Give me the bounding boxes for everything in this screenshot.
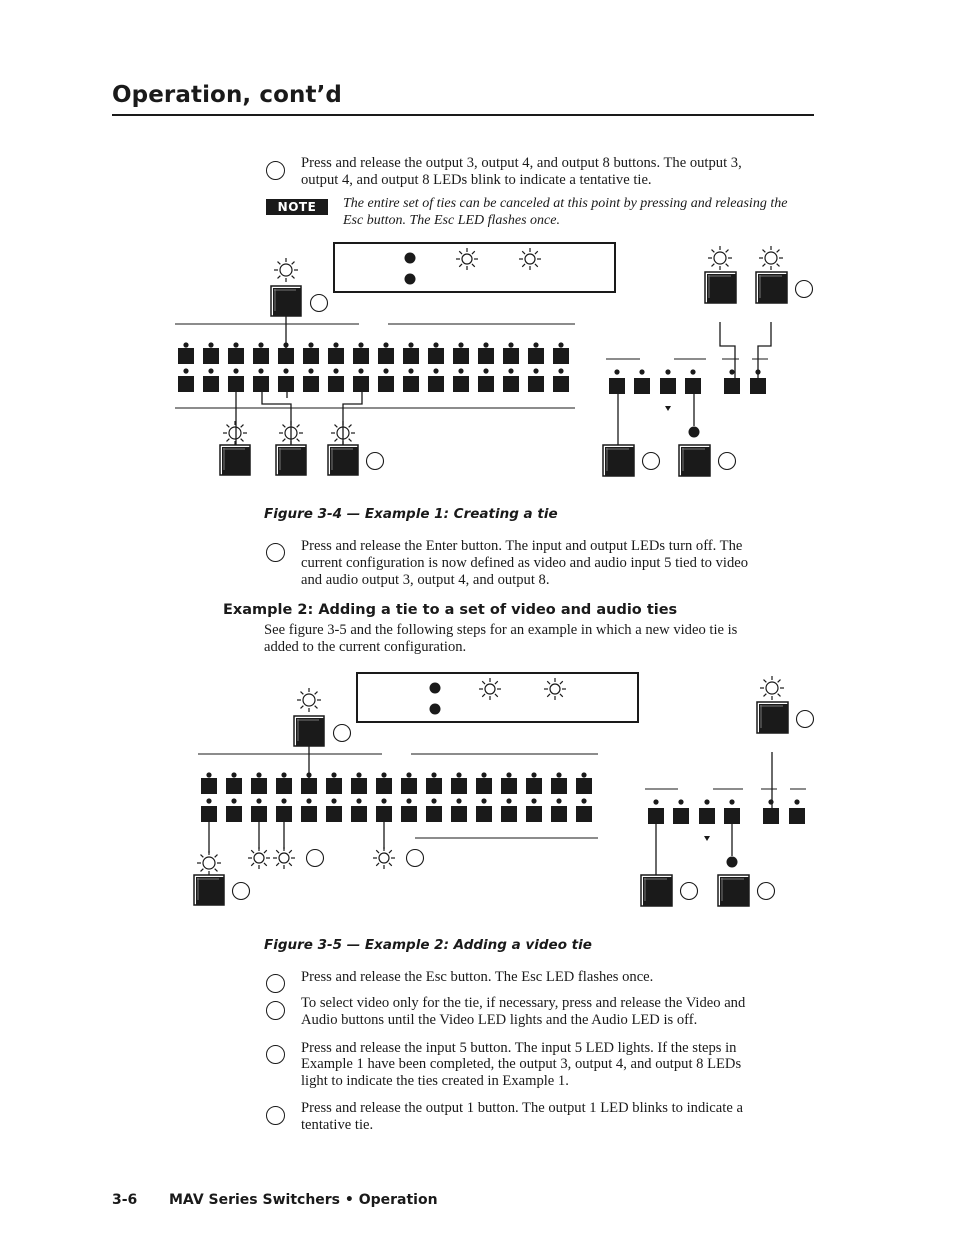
panel-button xyxy=(401,778,417,794)
led-indicator xyxy=(531,772,536,777)
led-indicator xyxy=(231,772,236,777)
lit-led-ray xyxy=(376,863,379,866)
callout-circle xyxy=(758,883,775,900)
figure-caption: Figure 3-5 — Example 2: Adding a video tie xyxy=(264,937,592,953)
step-text-line: tentative tie. xyxy=(301,1117,374,1133)
lit-led-icon xyxy=(279,853,289,863)
lit-led-ray xyxy=(276,850,279,853)
led-indicator xyxy=(430,683,441,694)
panel-button xyxy=(351,778,367,794)
led-indicator xyxy=(281,798,286,803)
led-indicator xyxy=(531,798,536,803)
lit-led-icon xyxy=(303,694,315,706)
lit-led-ray xyxy=(778,694,781,697)
note-text-line: Esc button. The Esc LED flashes once. xyxy=(343,213,560,228)
led-indicator xyxy=(506,772,511,777)
footer-page-number: 3-6 xyxy=(112,1192,138,1208)
led-indicator xyxy=(456,772,461,777)
section-heading: Example 2: Adding a tie to a set of video and audio ties xyxy=(223,602,678,618)
lit-led-ray xyxy=(251,850,254,853)
led-indicator xyxy=(256,798,261,803)
intro-text-line: added to the current configuration. xyxy=(264,639,467,655)
step-marker xyxy=(266,974,285,993)
lit-led-icon xyxy=(203,857,215,869)
panel-button xyxy=(699,808,715,824)
lit-led-icon xyxy=(766,682,778,694)
display-window xyxy=(357,673,638,722)
step-text-line: current configuration is now defined as video and audio input 5 tied to video xyxy=(301,555,749,571)
callout-circle xyxy=(681,883,698,900)
panel-button xyxy=(576,778,592,794)
led-indicator xyxy=(704,799,709,804)
step-text-line: light to indicate the ties created in Example 1. xyxy=(301,1073,569,1089)
panel-button xyxy=(376,806,392,822)
lit-led-ray xyxy=(201,855,204,858)
panel-button xyxy=(673,808,689,824)
step-text-line: Press and release the input 5 button. The input 5 LED lights. If the steps in xyxy=(301,1040,737,1056)
step-marker xyxy=(266,1045,285,1064)
led-indicator xyxy=(381,798,386,803)
step-text-line: Press and release the Esc button. The Esc LED flashes once. xyxy=(301,969,654,985)
button-face xyxy=(643,877,672,906)
led-indicator xyxy=(331,772,336,777)
panel-button xyxy=(326,778,342,794)
lit-led-ray xyxy=(264,850,267,853)
led-indicator xyxy=(581,772,586,777)
lit-led-icon xyxy=(550,684,560,694)
callout-circle xyxy=(797,711,814,728)
panel-button xyxy=(301,806,317,822)
panel-button xyxy=(451,806,467,822)
panel-button xyxy=(501,806,517,822)
lit-led-ray xyxy=(215,869,218,872)
note-text-line: The entire set of ties can be canceled at this point by pressing and releasing the xyxy=(343,196,788,211)
panel-button xyxy=(476,806,492,822)
panel-button xyxy=(526,778,542,794)
panel-button xyxy=(551,778,567,794)
led-indicator xyxy=(556,772,561,777)
panel-button xyxy=(326,806,342,822)
panel-button xyxy=(648,808,664,824)
panel-button xyxy=(451,778,467,794)
led-indicator xyxy=(256,772,261,777)
panel-button xyxy=(763,808,779,824)
panel-button xyxy=(276,806,292,822)
panel-button xyxy=(426,778,442,794)
intro-text-line: See figure 3-5 and the following steps for an example in which a new video tie is xyxy=(264,622,738,638)
led-indicator xyxy=(678,799,683,804)
led-indicator xyxy=(506,798,511,803)
page-title: Operation, cont’d xyxy=(112,82,342,108)
lit-led-ray xyxy=(764,680,767,683)
panel-button xyxy=(276,778,292,794)
arrow-icon xyxy=(704,836,710,841)
step-text-line: Audio buttons until the Video LED lights and the Audio LED is off. xyxy=(301,1012,698,1028)
led-indicator xyxy=(431,798,436,803)
step-text-line: To select video only for the tie, if necessary, press and release the Video and xyxy=(301,995,746,1011)
led-indicator xyxy=(768,799,773,804)
panel-button xyxy=(201,778,217,794)
panel-button xyxy=(251,778,267,794)
led-indicator xyxy=(727,857,738,868)
led-indicator xyxy=(430,704,441,715)
button-face xyxy=(196,877,224,905)
led-indicator xyxy=(231,798,236,803)
panel-button xyxy=(226,806,242,822)
lit-led-ray xyxy=(289,863,292,866)
led-indicator xyxy=(406,798,411,803)
button-face xyxy=(720,877,749,906)
button-face xyxy=(759,704,788,733)
led-indicator xyxy=(729,799,734,804)
led-indicator xyxy=(206,798,211,803)
led-indicator xyxy=(431,772,436,777)
led-indicator xyxy=(406,772,411,777)
panel-button xyxy=(724,808,740,824)
panel-button xyxy=(201,806,217,822)
callout-circle xyxy=(407,850,424,867)
panel-button xyxy=(501,778,517,794)
panel-button xyxy=(789,808,805,824)
lit-led-ray xyxy=(389,850,392,853)
step-text-line: and audio output 3, output 4, and output 8. xyxy=(301,572,550,588)
lit-led-ray xyxy=(376,850,379,853)
lit-led-icon xyxy=(254,853,264,863)
panel-button xyxy=(551,806,567,822)
panel-button xyxy=(426,806,442,822)
step-text-line: output 4, and output 8 LEDs blink to indicate a tentative tie. xyxy=(301,172,652,188)
figure-caption: Figure 3-4 — Example 1: Creating a tie xyxy=(264,506,558,522)
panel-button xyxy=(576,806,592,822)
led-indicator xyxy=(556,798,561,803)
callout-circle xyxy=(334,725,351,742)
callout-circle xyxy=(233,883,250,900)
panel-button xyxy=(376,778,392,794)
led-indicator xyxy=(281,772,286,777)
panel-button xyxy=(351,806,367,822)
lit-led-ray xyxy=(201,869,204,872)
step-text-line: Example 1 have been completed, the output 3, output 4, and output 8 LEDs xyxy=(301,1056,742,1072)
lit-led-ray xyxy=(301,692,304,695)
step-text-line: Press and release the output 3, output 4, and output 8 buttons. The output 3, xyxy=(301,155,742,171)
panel-button xyxy=(401,806,417,822)
lit-led-ray xyxy=(389,863,392,866)
lit-led-icon xyxy=(379,853,389,863)
callout-circle xyxy=(307,850,324,867)
lit-led-ray xyxy=(301,706,304,709)
lit-led-ray xyxy=(264,863,267,866)
led-indicator xyxy=(331,798,336,803)
footer-title: MAV Series Switchers • Operation xyxy=(169,1192,438,1208)
panel-button xyxy=(251,806,267,822)
panel-button xyxy=(476,778,492,794)
lit-led-ray xyxy=(315,692,318,695)
led-indicator xyxy=(381,772,386,777)
led-indicator xyxy=(481,798,486,803)
lit-led-ray xyxy=(289,850,292,853)
lit-led-ray xyxy=(315,706,318,709)
lit-led-ray xyxy=(251,863,254,866)
led-indicator xyxy=(456,798,461,803)
led-indicator xyxy=(206,772,211,777)
button-face xyxy=(296,718,324,746)
panel-button xyxy=(226,778,242,794)
step-text-line: Press and release the output 1 button. The output 1 LED blinks to indicate a xyxy=(301,1100,743,1116)
step-marker xyxy=(266,1106,285,1125)
panel-button xyxy=(526,806,542,822)
lit-led-ray xyxy=(276,863,279,866)
lit-led-ray xyxy=(778,680,781,683)
led-indicator xyxy=(653,799,658,804)
led-indicator xyxy=(306,798,311,803)
step-marker xyxy=(266,1001,285,1020)
led-indicator xyxy=(356,798,361,803)
led-indicator xyxy=(794,799,799,804)
led-indicator xyxy=(581,798,586,803)
led-indicator xyxy=(481,772,486,777)
lit-led-ray xyxy=(215,855,218,858)
step-text-line: Press and release the Enter button. The input and output LEDs turn off. The xyxy=(301,538,743,554)
lit-led-ray xyxy=(764,694,767,697)
lit-led-icon xyxy=(485,684,495,694)
led-indicator xyxy=(356,772,361,777)
note-badge: NOTE xyxy=(266,199,328,215)
